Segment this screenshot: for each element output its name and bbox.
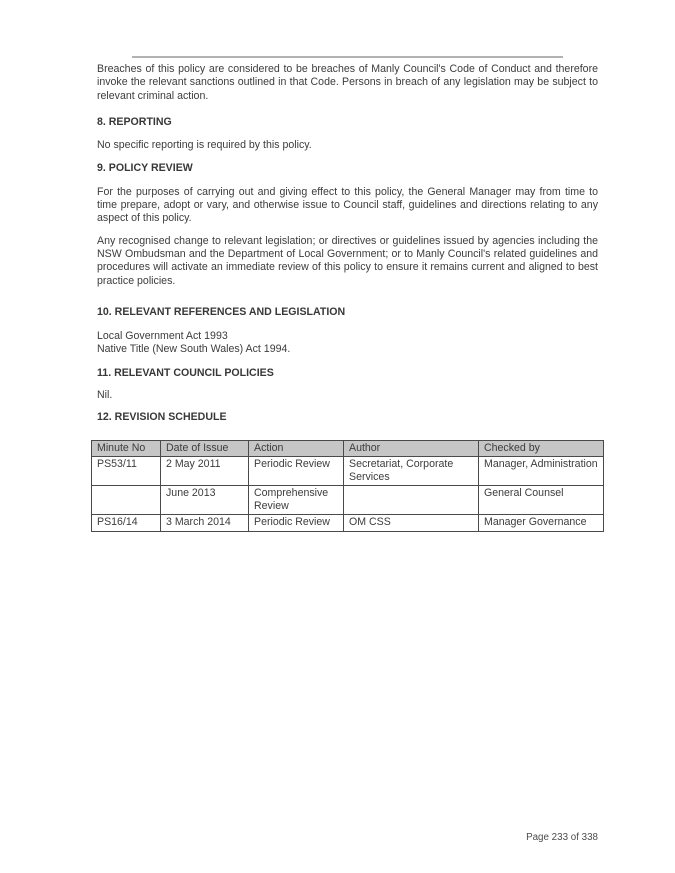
table-row	[92, 457, 604, 486]
reference-line-1: Local Government Act 1993	[97, 330, 228, 343]
section-heading-revision-schedule: 12. REVISION SCHEDULE	[97, 411, 227, 424]
revision-schedule-table	[91, 440, 604, 532]
cell-author: Secretariat, Corporate Services	[344, 457, 479, 486]
reference-line-2: Native Title (New South Wales) Act 1994.	[97, 343, 291, 356]
policy-review-paragraph-2: Any recognised change to relevant legislation; or directives or guidelines issued by agencies including the NSW Ombudsman and the Department of Local Government; or to Manly Council's related guidelines and procedures will activate an immediate review of this policy to ensure it remains current and aligned to best practice policies.	[97, 234, 598, 287]
document-content	[97, 63, 598, 532]
section-heading-council-policies: 11. RELEVANT COUNCIL POLICIES	[97, 366, 274, 379]
policy-review-paragraph-1: For the purposes of carrying out and giving effect to this policy, the General Manager may from time to time prepare, adopt or vary, and otherwise issue to Council staff, guidelines and directions relating to any aspect of this policy.	[97, 185, 598, 225]
reporting-body: No specific reporting is required by this policy.	[97, 139, 312, 152]
section-heading-references: 10. RELEVANT REFERENCES AND LEGISLATION	[97, 305, 346, 318]
cell-action: Periodic Review	[249, 515, 344, 532]
col-header-author: Author	[344, 440, 479, 457]
page-number: Page 233 of 338	[526, 832, 598, 843]
col-header-minute-no: Minute No	[92, 440, 161, 457]
cell-author: OM CSS	[344, 515, 479, 532]
cell-minute-no	[92, 486, 161, 515]
col-header-action: Action	[249, 440, 344, 457]
cell-action: Periodic Review	[249, 457, 344, 486]
cell-minute-no: PS16/14	[92, 515, 161, 532]
table-row	[92, 486, 604, 515]
cell-checked-by: General Counsel	[479, 486, 604, 515]
cell-author	[344, 486, 479, 515]
table-row	[92, 515, 604, 532]
col-header-date-of-issue: Date of Issue	[161, 440, 249, 457]
cell-checked-by: Manager Governance	[479, 515, 604, 532]
cell-action: Comprehensive Review	[249, 486, 344, 515]
col-header-checked-by: Checked by	[479, 440, 604, 457]
header-divider	[132, 56, 563, 58]
cell-date: June 2013	[161, 486, 249, 515]
council-policies-body: Nil.	[97, 389, 113, 402]
cell-date: 2 May 2011	[161, 457, 249, 486]
section-heading-reporting: 8. REPORTING	[97, 115, 172, 128]
section-heading-policy-review: 9. POLICY REVIEW	[97, 162, 193, 175]
cell-date: 3 March 2014	[161, 515, 249, 532]
table-header-row	[92, 440, 604, 457]
cell-minute-no: PS53/11	[92, 457, 161, 486]
intro-paragraph: Breaches of this policy are considered to be breaches of Manly Council's Code of Conduct and therefore invoke the relevant sanctions outlined in that Code. Persons in breach of any legislation may be subject to relevant criminal action.	[97, 63, 598, 102]
cell-checked-by: Manager, Administration	[479, 457, 604, 486]
